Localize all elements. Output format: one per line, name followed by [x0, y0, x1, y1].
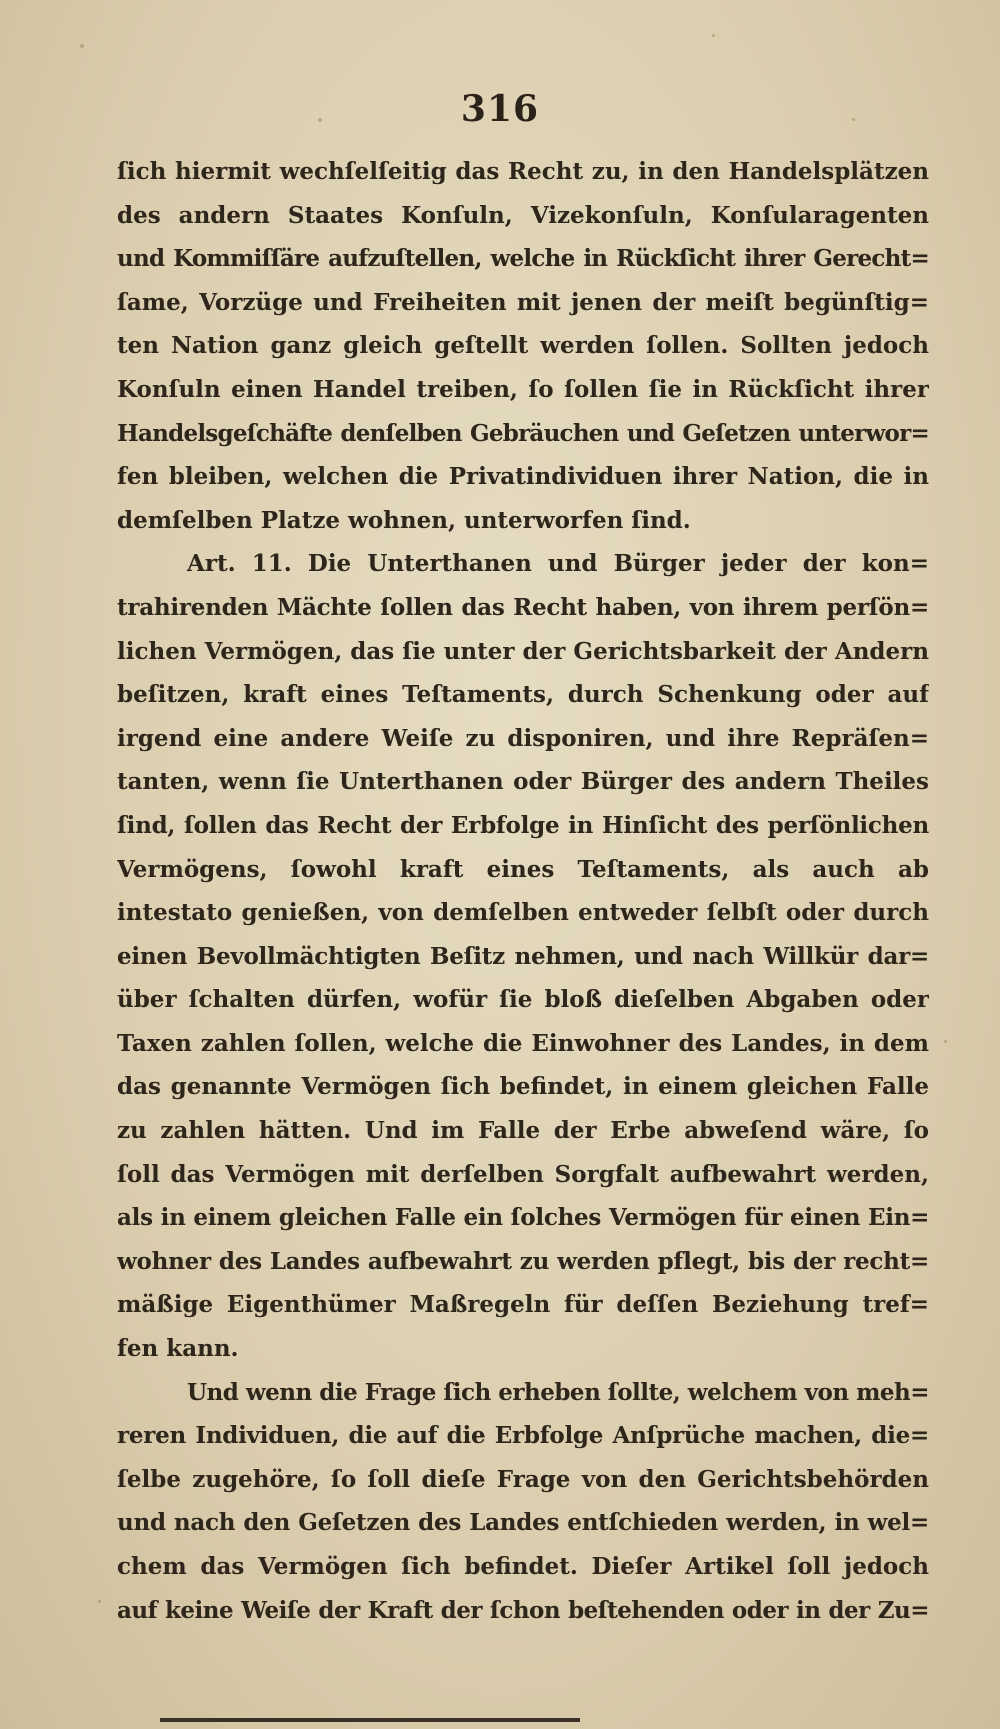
text-line: lichen Vermögen, das ſie unter der Gerichtsbarkeit der Andern: [117, 637, 929, 665]
text-line: als in einem gleichen Falle ein ſolches Vermögen für einen Ein=: [117, 1204, 929, 1232]
text-line: chem das Vermögen ſich befindet. Dieſer Artikel ſoll jedoch: [117, 1553, 929, 1580]
text-line: des andern Staates Konſuln, Vizekonſuln, Konſularagenten: [117, 201, 929, 229]
text-line: Taxen zahlen ſollen, welche die Einwohner des Landes, in dem: [117, 1029, 929, 1057]
page-number: 316: [460, 88, 540, 130]
text-line: reren Individuen, die auf die Erbfolge Anſprüche machen, die=: [117, 1422, 929, 1450]
text-line: und nach den Geſetzen des Landes entſchieden werden, in wel=: [117, 1509, 929, 1537]
text-line: ſich hiermit wechſelſeitig das Recht zu, in den Handelsplätzen: [117, 158, 929, 185]
text-line: trahirenden Mächte ſollen das Recht haben, von ihrem perſön=: [117, 593, 929, 621]
text-line: ten Nation ganz gleich geſtellt werden ſollen. Sollten jedoch: [117, 332, 929, 360]
text-line: irgend eine andere Weiſe zu disponiren, und ihre Repräſen=: [117, 724, 929, 752]
text-line: beſitzen, kraft eines Teſtaments, durch Schenkung oder auf: [117, 681, 929, 709]
paper-spot: [944, 1040, 947, 1043]
text-line: Konſuln einen Handel treiben, ſo ſollen ſie in Rückſicht ihrer: [117, 375, 929, 403]
text-line: ſame, Vorzüge und Freiheiten mit jenen der meiſt begünſtig=: [117, 288, 929, 316]
text-line: intestato genießen, von demſelben entweder ſelbſt oder durch: [117, 899, 929, 927]
text-line: mäßige Eigenthümer Maßregeln für deſſen Beziehung tref=: [117, 1291, 929, 1319]
text-line: ſelbe zugehöre, ſo ſoll dieſe Frage von den Gerichtsbehörden: [117, 1465, 929, 1493]
text-line: Handelsgeſchäfte denſelben Gebräuchen und Geſetzen unterwor=: [117, 419, 929, 447]
text-line: wohner des Landes aufbewahrt zu werden pflegt, bis der recht=: [117, 1247, 929, 1275]
text-line: das genannte Vermögen ſich befindet, in einem gleichen Falle: [117, 1073, 929, 1101]
paper-spot: [712, 34, 715, 37]
text-line: auf keine Weiſe der Kraft der ſchon beſtehenden oder in der Zu=: [117, 1596, 929, 1624]
text-line: zu zahlen hätten. Und im Falle der Erbe abweſend wäre, ſo: [117, 1117, 929, 1145]
text-line: und Kommiſſäre aufzuſtellen, welche in Rückſicht ihrer Gerecht=: [117, 245, 929, 273]
text-line: einen Bevollmächtigten Beſitz nehmen, und nach Willkür dar=: [117, 942, 929, 970]
text-line: demſelben Platze wohnen, unterworfen ſind.: [117, 506, 691, 534]
text-line: tanten, wenn ſie Unterthanen oder Bürger des andern Theiles: [117, 768, 929, 796]
article-heading-line: Art. 11. Die Unterthanen und Bürger jeder der kon=: [187, 550, 929, 578]
paper-spot: [80, 44, 84, 48]
paragraph-start-line: Und wenn die Frage ſich erheben ſollte, welchem von meh=: [187, 1378, 929, 1406]
text-line: über ſchalten dürfen, wofür ſie bloß dieſelben Abgaben oder: [117, 986, 929, 1014]
text-line: fen bleiben, welchen die Privatindividuen ihrer Nation, die in: [117, 463, 929, 491]
paper-spot: [98, 1600, 101, 1603]
text-line: ſind, ſollen das Recht der Erbfolge in Hinſicht des perſönlichen: [117, 811, 929, 839]
bottom-rule: [160, 1718, 580, 1722]
text-line: ſoll das Vermögen mit derſelben Sorgfalt aufbewahrt werden,: [117, 1160, 929, 1188]
text-line: Vermögens, ſowohl kraft eines Teſtaments, als auch ab: [117, 855, 929, 883]
text-line: fen kann.: [117, 1335, 239, 1363]
body-text: [117, 150, 929, 1632]
